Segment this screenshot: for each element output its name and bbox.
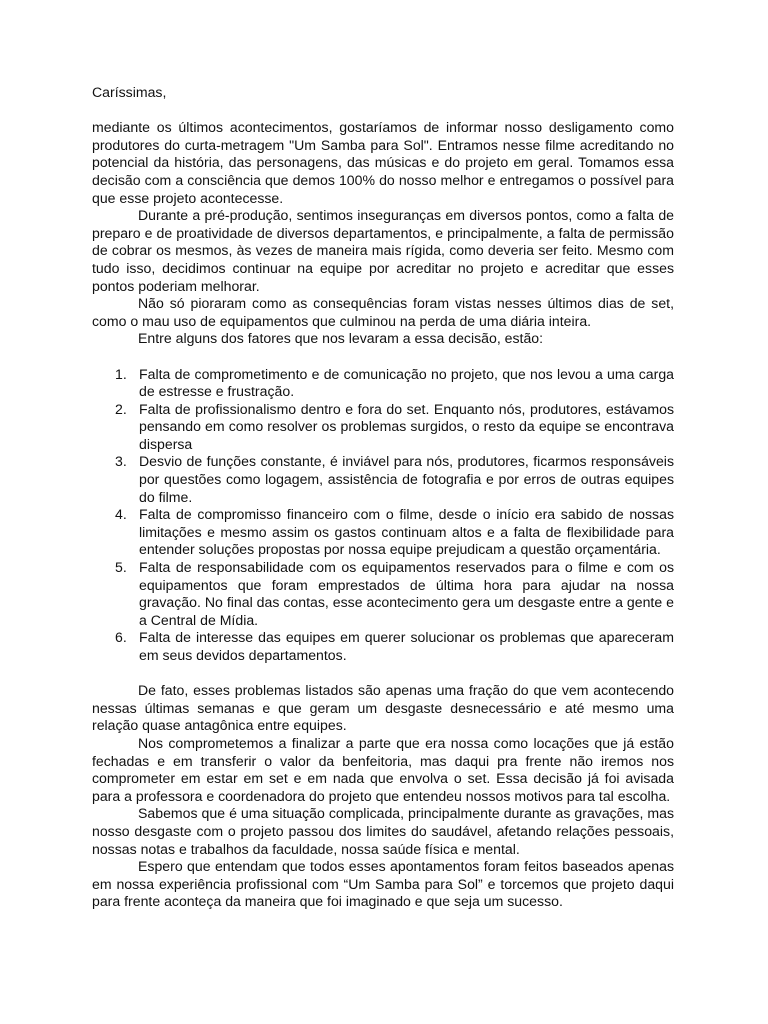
list-item-text: Falta de compromisso financeiro com o filme, desde o início era sabido de nossas limitações e mesmo assim os gastos continuam altos e a falta de flexibilidade para entender soluções propostas por nossa equipe prejudicam a questão orçamentária. <box>139 506 674 558</box>
blank-line <box>92 348 674 366</box>
list-item <box>92 453 674 506</box>
letter-paragraph: Espero que entendam que todos esses apontamentos foram feitos baseados apenas em nossa experiência profissional com “Um Samba para Sol” e torcemos que projeto daqui para frente aconteça da maneira que foi imaginado e que seja um sucesso. <box>92 858 674 910</box>
letter-paragraph: Sabemos que é uma situação complicada, principalmente durante as gravações, mas nosso desgaste com o projeto passou dos limites do saudável, afetando relações pessoais, nossas notas e trabalhos da faculdade, nossa saúde física e mental. <box>92 805 674 857</box>
letter-paragraph: Durante a pré-produção, sentimos inseguranças em diversos pontos, como a falta de preparo e de proatividade de diversos departamentos, e principalmente, a falta de permissão de cobrar os mesmos, às vezes de maneira mais rígida, como deveria ser feito. Mesmo com tudo isso, decidimos continuar na equipe por acreditar no projeto e acreditar que esses pontos poderiam melhorar. <box>92 207 674 294</box>
letter-page <box>92 84 674 911</box>
letter-paragraph: Não só pioraram como as consequências foram vistas nesses últimos dias de set, como o mau uso de equipamentos que culminou na perda de uma diária inteira. <box>92 295 674 329</box>
list-item-number: 5. <box>115 559 127 576</box>
list-item <box>92 506 674 559</box>
list-item-text: Falta de interesse das equipes em querer solucionar os problemas que apareceram em seus devidos departamentos. <box>139 629 674 663</box>
list-item-text: Falta de profissionalismo dentro e fora do set. Enquanto nós, produtores, estávamos pensando em como resolver os problemas surgidos, o resto da equipe se encontrava dispersa <box>139 400 674 452</box>
list-item-text: Desvio de funções constante, é inviável para nós, produtores, ficarmos responsáveis por questões como logagem, assistência de fotografia e por erros de outras equipes do filme. <box>139 453 674 505</box>
list-item <box>92 401 674 454</box>
reasons-list <box>92 366 674 665</box>
letter-paragraph: Entre alguns dos fatores que nos levaram a essa decisão, estão: <box>138 330 544 347</box>
list-item-text: Falta de responsabilidade com os equipamentos reservados para o filme e com os equipamentos que foram emprestados de última hora para ajudar na nossa gravação. No final das contas, esse acontecimento gera um desgaste entre a gente e a Central de Mídia. <box>139 559 674 628</box>
letter-greeting: Caríssimas, <box>92 84 167 100</box>
list-item-text: Falta de comprometimento e de comunicação no projeto, que nos levou a uma carga de estresse e frustração. <box>139 365 674 400</box>
letter-paragraph: Nos comprometemos a finalizar a parte que era nossa como locações que já estão fechadas e em transferir o valor da benfeitoria, mas daqui pra frente não iremos nos comprometer em estar em set e em nada que envolva o set. Essa decisão já foi avisada para a professora e coordenadora do projeto que entendeu nossos motivos para tal escolha. <box>92 734 674 804</box>
letter-paragraph: mediante os últimos acontecimentos, gostaríamos de informar nosso desligamento como produtores do curta-metragem "Um Samba para Sol". Entramos nesse filme acreditando no potencial da história, das personagens, das músicas e do projeto em geral. Tomamos essa decisão com a consciência que demos 100% do nosso melhor e entregamos o possível para que esse projeto acontecesse. <box>92 119 674 206</box>
list-item-number: 3. <box>115 453 127 470</box>
letter-paragraph: De fato, esses problemas listados são apenas uma fração do que vem acontecendo nessas últimas semanas e que geram um desgaste desnecessário e até mesmo uma relação quase antagônica entre equipes. <box>92 682 674 734</box>
list-item-number: 4. <box>115 506 127 523</box>
list-item <box>92 366 674 401</box>
blank-line <box>92 665 674 683</box>
list-item <box>92 559 674 629</box>
list-item-number: 1. <box>115 365 127 382</box>
list-item-number: 6. <box>115 629 127 646</box>
list-item <box>92 629 674 664</box>
list-item-number: 2. <box>115 400 127 417</box>
